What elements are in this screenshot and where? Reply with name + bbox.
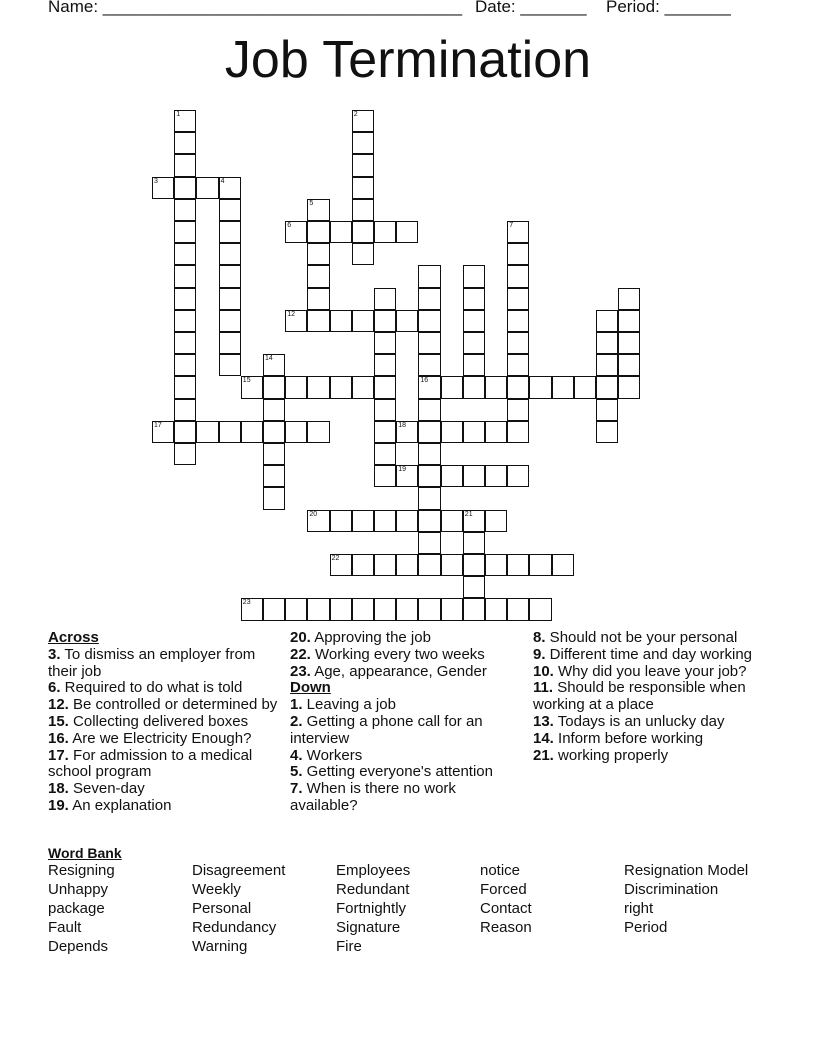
grid-cell[interactable] [263, 487, 285, 509]
cell-number: 16 [420, 377, 429, 385]
clue-text: Are we Electricity Enough? [68, 729, 252, 747]
clue-text: Required to do what is told [60, 679, 243, 697]
clue-text: Collecting delivered boxes [68, 712, 249, 730]
clue-text: To dismiss an employer from their job [48, 645, 256, 680]
word-bank-item: Employees [336, 862, 411, 879]
grid-cell[interactable] [418, 310, 440, 332]
grid-cell[interactable] [485, 510, 507, 532]
word-bank-item: Depends [48, 938, 109, 955]
clues-column-2 [290, 630, 515, 815]
grid-cell[interactable] [463, 598, 485, 620]
clue-number: 7. [290, 780, 303, 798]
cell-number: 20 [309, 510, 318, 518]
grid-cell[interactable] [418, 487, 440, 509]
grid-cell[interactable] [596, 310, 618, 332]
across-clue [290, 630, 515, 647]
grid-cell[interactable] [485, 598, 507, 620]
down-clue-list [290, 697, 515, 815]
clue-text: Seven-day [68, 780, 145, 798]
grid-cell[interactable] [485, 465, 507, 487]
grid-cell[interactable] [307, 243, 329, 265]
word-bank-item: Contact [480, 900, 532, 917]
grid-cell[interactable] [174, 310, 196, 332]
word-bank-item: Fortnightly [336, 900, 407, 917]
grid-cell[interactable] [396, 310, 418, 332]
grid-cell[interactable] [596, 399, 618, 421]
grid-cell[interactable] [263, 443, 285, 465]
grid-cell[interactable] [463, 354, 485, 376]
grid-cell[interactable] [418, 421, 440, 443]
clue-number: 19. [48, 796, 69, 814]
down-clue [533, 630, 753, 647]
grid-cell[interactable] [307, 265, 329, 287]
across-clue [48, 731, 283, 748]
cell-number: 3 [154, 177, 158, 185]
grid-cell[interactable] [618, 354, 640, 376]
clue-number: 4. [290, 746, 303, 764]
clue-number: 8. [533, 629, 546, 646]
grid-cell[interactable] [418, 465, 440, 487]
down-clue [290, 781, 515, 815]
grid-cell[interactable] [374, 310, 396, 332]
clue-text: Approving the job [310, 629, 431, 646]
grid-cell[interactable] [152, 177, 174, 199]
clue-number: 21. [533, 746, 554, 764]
grid-cell[interactable] [463, 265, 485, 287]
grid-cell[interactable] [352, 132, 374, 154]
clue-text: Getting a phone call for an interview [290, 712, 483, 747]
clue-number: 3. [48, 645, 61, 663]
grid-cell[interactable] [374, 554, 396, 576]
grid-cell[interactable] [241, 376, 263, 398]
grid-cell[interactable] [418, 354, 440, 376]
clue-number: 11. [533, 679, 554, 697]
grid-cell[interactable] [174, 332, 196, 354]
date-field: Date: _______ [475, 0, 587, 16]
across-clue [48, 680, 283, 697]
across-clue [290, 647, 515, 664]
across-clue-list-cont [290, 630, 515, 680]
word-bank-heading: Word Bank [48, 845, 122, 861]
across-clue [48, 647, 283, 681]
grid-cell[interactable] [219, 265, 241, 287]
grid-cell[interactable] [507, 221, 529, 243]
grid-cell[interactable] [352, 554, 374, 576]
grid-cell[interactable] [219, 310, 241, 332]
grid-cell[interactable] [307, 598, 329, 620]
clue-text: Todays is an unlucky day [553, 712, 725, 730]
clue-text: working properly [553, 746, 669, 764]
down-clue [290, 714, 515, 748]
clue-text: Age, appearance, Gender [310, 662, 487, 680]
grid-cell[interactable] [174, 199, 196, 221]
grid-cell[interactable] [485, 554, 507, 576]
grid-cell[interactable] [352, 110, 374, 132]
grid-cell[interactable] [374, 510, 396, 532]
cell-number: 18 [398, 421, 406, 429]
grid-cell[interactable] [507, 354, 529, 376]
grid-cell[interactable] [219, 288, 241, 310]
grid-cell[interactable] [374, 354, 396, 376]
grid-cell[interactable] [352, 310, 374, 332]
grid-cell[interactable] [552, 376, 574, 398]
grid-cell[interactable] [307, 221, 329, 243]
cell-number: 6 [287, 222, 292, 229]
cell-number: 17 [154, 421, 162, 429]
grid-cell[interactable] [463, 310, 485, 332]
word-bank-item: Period [624, 919, 668, 936]
grid-cell[interactable] [374, 465, 396, 487]
grid-cell[interactable] [374, 288, 396, 310]
clue-number: 17. [48, 746, 69, 764]
cell-number: 1 [176, 111, 181, 118]
clue-text: Workers [302, 746, 363, 764]
grid-cell[interactable] [507, 265, 529, 287]
grid-cell[interactable] [374, 443, 396, 465]
grid-cell[interactable] [352, 243, 374, 265]
word-bank-item: Personal [192, 900, 252, 917]
grid-cell[interactable] [174, 443, 196, 465]
across-clue [48, 781, 283, 798]
grid-cell[interactable] [374, 332, 396, 354]
grid-cell[interactable] [352, 376, 374, 398]
across-clue [48, 697, 283, 714]
grid-cell[interactable] [152, 421, 174, 443]
clue-number: 2. [290, 712, 303, 730]
clue-text: Should be responsible when working at a place [533, 679, 746, 714]
across-clue-list [48, 647, 283, 815]
grid-cell[interactable] [285, 421, 307, 443]
grid-cell[interactable] [241, 598, 263, 620]
grid-cell[interactable] [418, 554, 440, 576]
grid-cell[interactable] [330, 598, 352, 620]
cell-number: 7 [509, 222, 514, 229]
across-clue [48, 748, 283, 782]
grid-cell[interactable] [174, 177, 196, 199]
grid-cell[interactable] [174, 154, 196, 176]
clue-text: Leaving a job [302, 696, 396, 714]
word-bank-item: Fault [48, 919, 82, 936]
clue-text: Should not be your personal [545, 629, 738, 646]
word-bank-item: Reason [480, 919, 532, 936]
grid-cell[interactable] [463, 576, 485, 598]
grid-cell[interactable] [285, 310, 307, 332]
grid-cell[interactable] [352, 199, 374, 221]
grid-cell[interactable] [507, 465, 529, 487]
word-bank-item: notice [480, 862, 521, 879]
grid-cell[interactable] [507, 332, 529, 354]
grid-cell[interactable] [618, 332, 640, 354]
clue-number: 14. [533, 729, 554, 747]
cell-number: 4 [220, 177, 225, 185]
grid-cell[interactable] [263, 421, 285, 443]
grid-cell[interactable] [485, 376, 507, 398]
word-bank-item: Weekly [192, 881, 241, 898]
down-clue [533, 647, 753, 664]
grid-cell[interactable] [352, 221, 374, 243]
grid-cell[interactable] [418, 510, 440, 532]
grid-cell[interactable] [463, 510, 485, 532]
word-bank-item: right [624, 900, 654, 917]
grid-cell[interactable] [263, 376, 285, 398]
cell-number: 21 [464, 510, 473, 518]
name-field: Name: ______________________________________ [48, 0, 463, 16]
grid-cell[interactable] [374, 221, 396, 243]
period-field: Period: _______ [606, 0, 731, 16]
cell-number: 2 [353, 111, 358, 118]
clue-text: Getting everyone's attention [302, 763, 493, 781]
grid-cell[interactable] [263, 399, 285, 421]
grid-cell[interactable] [174, 376, 196, 398]
down-clue-list-cont [533, 630, 753, 764]
grid-cell[interactable] [174, 221, 196, 243]
grid-cell[interactable] [441, 376, 463, 398]
word-bank-item: Redundancy [192, 919, 277, 936]
clue-text: Why did you leave your job? [553, 662, 747, 680]
grid-cell[interactable] [307, 510, 329, 532]
clue-number: 9. [533, 645, 546, 663]
word-bank-item: Signature [336, 919, 401, 936]
grid-cell[interactable] [307, 421, 329, 443]
grid-cell[interactable] [418, 399, 440, 421]
clue-text: Working every two weeks [310, 645, 485, 663]
down-clue [290, 748, 515, 765]
cell-number: 15 [242, 377, 251, 385]
clue-text: Be controlled or determined by [68, 696, 278, 714]
grid-cell[interactable] [596, 421, 618, 443]
word-bank-item: package [48, 900, 105, 917]
grid-cell[interactable] [174, 421, 196, 443]
grid-cell[interactable] [396, 465, 418, 487]
grid-cell[interactable] [574, 376, 596, 398]
grid-cell[interactable] [396, 554, 418, 576]
word-bank-item: Forced [480, 881, 527, 898]
grid-cell[interactable] [463, 376, 485, 398]
clue-number: 20. [290, 629, 311, 646]
grid-cell[interactable] [219, 354, 241, 376]
clue-number: 10. [533, 662, 554, 680]
grid-cell[interactable] [507, 310, 529, 332]
clue-number: 22. [290, 645, 311, 663]
cell-number: 22 [331, 555, 340, 562]
grid-cell[interactable] [330, 221, 352, 243]
grid-cell[interactable] [219, 421, 241, 443]
grid-cell[interactable] [263, 598, 285, 620]
down-clue [533, 731, 753, 748]
word-bank-item: Warning [192, 938, 248, 955]
grid-cell[interactable] [441, 598, 463, 620]
clue-number: 16. [48, 729, 69, 747]
grid-cell[interactable] [418, 332, 440, 354]
grid-cell[interactable] [396, 510, 418, 532]
grid-cell[interactable] [174, 132, 196, 154]
grid-cell[interactable] [174, 265, 196, 287]
clue-text: When is there no work available? [290, 780, 456, 814]
clue-number: 5. [290, 763, 303, 781]
grid-cell[interactable] [196, 177, 218, 199]
clue-number: 18. [48, 780, 69, 798]
grid-cell[interactable] [307, 310, 329, 332]
grid-cell[interactable] [307, 376, 329, 398]
clue-number: 15. [48, 712, 69, 730]
grid-cell[interactable] [529, 554, 551, 576]
grid-cell[interactable] [263, 354, 285, 376]
clue-number: 12. [48, 696, 69, 714]
grid-cell[interactable] [307, 288, 329, 310]
grid-cell[interactable] [418, 376, 440, 398]
grid-cell[interactable] [374, 421, 396, 443]
grid-cell[interactable] [396, 221, 418, 243]
grid-cell[interactable] [352, 598, 374, 620]
grid-cell[interactable] [441, 510, 463, 532]
grid-cell[interactable] [507, 288, 529, 310]
grid-cell[interactable] [374, 399, 396, 421]
grid-cell[interactable] [418, 532, 440, 554]
grid-cell[interactable] [507, 243, 529, 265]
grid-cell[interactable] [196, 421, 218, 443]
down-clue [533, 664, 753, 681]
grid-cell[interactable] [463, 465, 485, 487]
grid-cell[interactable] [463, 554, 485, 576]
grid-cell[interactable] [307, 199, 329, 221]
grid-cell[interactable] [352, 177, 374, 199]
cell-number: 5 [309, 199, 314, 207]
grid-cell[interactable] [596, 376, 618, 398]
grid-cell[interactable] [330, 376, 352, 398]
grid-cell[interactable] [618, 376, 640, 398]
grid-cell[interactable] [285, 376, 307, 398]
grid-cell[interactable] [219, 243, 241, 265]
across-clue [48, 714, 283, 731]
word-bank-item: Disagreement [192, 862, 286, 879]
grid-cell[interactable] [507, 399, 529, 421]
grid-cell[interactable] [396, 598, 418, 620]
clue-text: For admission to a medical school program [48, 746, 253, 781]
clue-text: An explanation [68, 796, 172, 814]
word-bank-item: Discrimination [624, 881, 719, 898]
grid-cell[interactable] [507, 421, 529, 443]
grid-cell[interactable] [352, 510, 374, 532]
grid-cell[interactable] [418, 265, 440, 287]
grid-cell[interactable] [507, 376, 529, 398]
grid-cell[interactable] [507, 598, 529, 620]
grid-cell[interactable] [463, 532, 485, 554]
across-clue [290, 664, 515, 681]
grid-cell[interactable] [463, 288, 485, 310]
grid-cell[interactable] [174, 243, 196, 265]
down-clue [533, 714, 753, 731]
clue-text: Inform before working [553, 729, 704, 747]
grid-cell[interactable] [529, 376, 551, 398]
down-heading: Down [290, 679, 331, 697]
clue-number: 1. [290, 696, 303, 714]
grid-cell[interactable] [441, 554, 463, 576]
clue-number: 13. [533, 712, 554, 730]
grid-cell[interactable] [441, 421, 463, 443]
grid-cell[interactable] [374, 598, 396, 620]
grid-cell[interactable] [618, 310, 640, 332]
grid-cell[interactable] [596, 332, 618, 354]
cell-number: 23 [242, 599, 251, 607]
down-clue [290, 764, 515, 781]
clue-number: 6. [48, 679, 61, 697]
word-bank-item: Resignation Model [624, 862, 749, 879]
word-bank-item: Resigning [48, 862, 115, 879]
grid-cell[interactable] [241, 421, 263, 443]
down-clue [533, 680, 753, 714]
across-clue [48, 798, 283, 815]
grid-cell[interactable] [285, 221, 307, 243]
grid-cell[interactable] [529, 598, 551, 620]
grid-cell[interactable] [374, 376, 396, 398]
cell-number: 14 [265, 355, 273, 363]
grid-cell[interactable] [219, 199, 241, 221]
clue-number: 23. [290, 662, 311, 680]
grid-cell[interactable] [418, 443, 440, 465]
grid-cell[interactable] [285, 598, 307, 620]
page-title: Job Termination [224, 31, 592, 89]
across-heading: Across [48, 629, 99, 646]
cell-number: 12 [287, 310, 295, 318]
grid-cell[interactable] [507, 554, 529, 576]
grid-cell[interactable] [463, 421, 485, 443]
grid-cell[interactable] [441, 465, 463, 487]
word-bank-item: Unhappy [48, 881, 109, 898]
word-bank-item: Redundant [336, 881, 410, 898]
grid-cell[interactable] [552, 554, 574, 576]
grid-cell[interactable] [174, 354, 196, 376]
grid-cell[interactable] [396, 421, 418, 443]
grid-cell[interactable] [219, 332, 241, 354]
grid-cell[interactable] [618, 288, 640, 310]
grid-cell[interactable] [219, 177, 241, 199]
grid-cell[interactable] [485, 421, 507, 443]
grid-cell[interactable] [330, 554, 352, 576]
grid-cell[interactable] [463, 332, 485, 354]
grid-cell[interactable] [174, 110, 196, 132]
word-bank-item: Fire [336, 938, 362, 955]
grid-cell[interactable] [330, 310, 352, 332]
grid-cell[interactable] [330, 510, 352, 532]
down-clue [533, 748, 753, 765]
clue-text: Different time and day working [545, 645, 753, 663]
grid-cell[interactable] [352, 154, 374, 176]
clues-column-3 [533, 630, 753, 764]
cell-number: 19 [398, 466, 406, 474]
grid-cell[interactable] [418, 598, 440, 620]
grid-cell[interactable] [596, 354, 618, 376]
grid-cell[interactable] [418, 288, 440, 310]
grid-cell[interactable] [219, 221, 241, 243]
grid-cell[interactable] [263, 465, 285, 487]
clues-column-1 [48, 630, 283, 815]
down-clue [290, 697, 515, 714]
grid-cell[interactable] [174, 399, 196, 421]
grid-cell[interactable] [174, 288, 196, 310]
